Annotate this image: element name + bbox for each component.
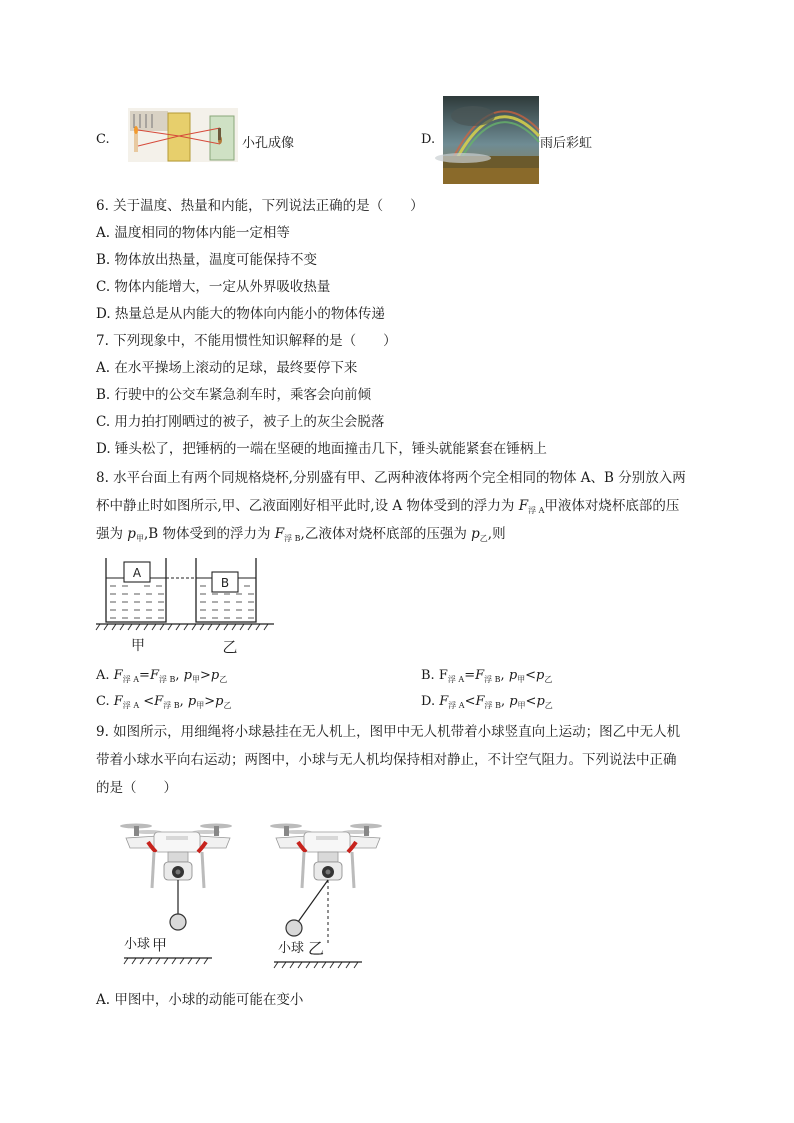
q7-option-d: D. 锤头松了，把锤柄的一端在坚硬的地面撞击几下，锤头就能紧套在锤柄上 (96, 441, 547, 457)
q5-option-d-caption: 雨后彩虹 (540, 136, 593, 151)
q8-option-b: B. $F_{浮 A}=F_{浮 B}$, $p_甲<p_乙$ (421, 668, 553, 684)
q9-stem-line2: 带着小球水平向右运动；两图中，小球与无人机均保持相对静止，不计空气阻力。下列说法中正确 (96, 752, 677, 768)
object-b-label: B (220, 576, 230, 590)
q8-stem-line1: 8. 水平台面上有两个同规格烧杯,分别盛有甲、乙两种液体将两个完全相同的物体 A、B 分别放入两 (96, 470, 686, 486)
figure-tag-right: 乙 (308, 939, 325, 958)
q7-stem: 7. 下列现象中，不能用惯性知识解释的是（ ） (96, 333, 397, 349)
ball-label-right: 小球 (278, 941, 305, 956)
q8-option-c: C. $F_{浮 A} <F_{浮 B}$, $p_甲>p_乙$ (96, 694, 232, 710)
q6-option-c: C. 物体内能增大，一定从外界吸收热量 (96, 279, 331, 295)
q9-stem-line1: 9. 如图所示，用细绳将小球悬挂在无人机上，图甲中无人机带着小球竖直向上运动；图乙中无人机 (96, 724, 681, 740)
q5-option-c-caption: 小孔成像 (242, 136, 295, 151)
q8-stem-line3: 强为 $p_甲,B$ 物体受到的浮力为 $F_{浮 B}$,乙液体对烧杯底部的压强为 $p_乙$,则 (96, 526, 506, 543)
q8-stem-line2: 杯中静止时如图所示,甲、乙液面刚好相平此时,设 A 物体受到的浮力为 $F_{浮 A}$甲液体对烧杯底部的压 (96, 498, 680, 515)
beakers-figure (96, 556, 276, 656)
q5-option-d-letter: D. (421, 132, 436, 147)
q6-option-b: B. 物体放出热量，温度可能保持不变 (96, 252, 318, 268)
pinhole-imaging-picture (128, 108, 238, 162)
q7-option-b: B. 行驶中的公交车紧急刹车时，乘客会向前倾 (96, 387, 372, 403)
q6-stem: 6. 关于温度、热量和内能，下列说法正确的是（ ） (96, 198, 424, 214)
q7-option-c: C. 用力拍打刚晒过的被子，被子上的灰尘会脱落 (96, 414, 385, 430)
q9-option-a: A. 甲图中，小球的动能可能在变小 (96, 992, 304, 1008)
beaker-left-label: 甲 (131, 638, 145, 654)
drone-figure-left (118, 818, 238, 970)
ball-label-left: 小球 (124, 937, 151, 952)
q8-option-d: D. $F_{浮 A}<F_{浮 B}$, $p_甲<p_乙$ (421, 694, 553, 710)
q6-option-d: D. 热量总是从内能大的物体向内能小的物体传递 (96, 306, 385, 322)
q9-stem-line3: 的是（ ） (96, 780, 177, 796)
q8-option-a: A. $F_{浮 A}=F_{浮 B}$, $p_甲>p_乙$ (96, 668, 228, 684)
drone-figure-right (268, 818, 388, 972)
rainbow-picture (443, 96, 539, 184)
q7-option-a: A. 在水平操场上滚动的足球，最终要停下来 (96, 360, 358, 376)
q5-option-c-letter: C. (96, 132, 110, 147)
beaker-right-label: 乙 (222, 638, 238, 656)
figure-tag-left: 甲 (152, 936, 168, 954)
object-a-label: A (132, 566, 142, 580)
q6-option-a: A. 温度相同的物体内能一定相等 (96, 225, 290, 241)
